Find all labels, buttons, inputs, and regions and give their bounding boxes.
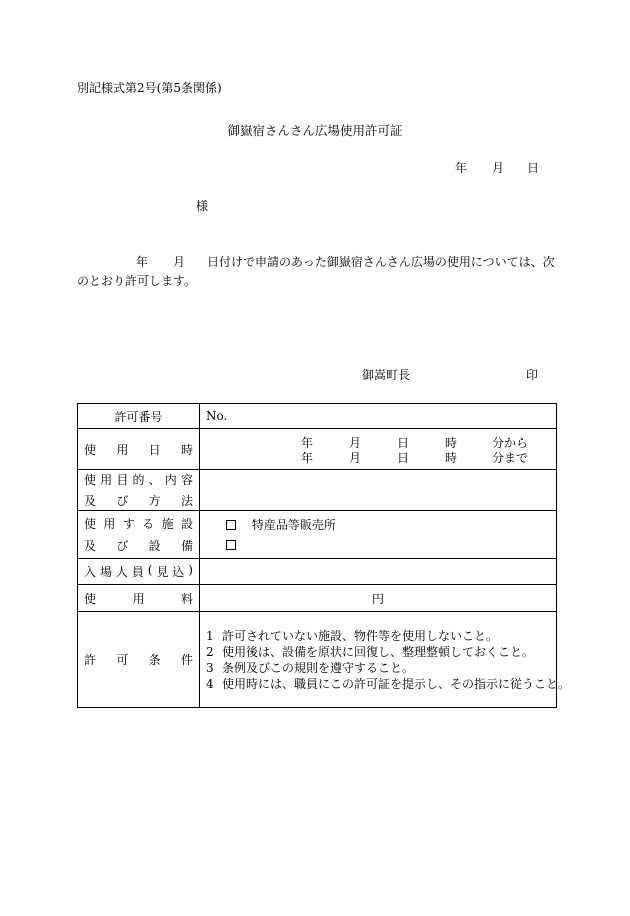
conditions-label: 許 可 条 件 [84,653,193,667]
issue-date-month: 月 [492,161,505,175]
attendance-value [200,559,557,585]
issue-date-year: 年 [455,161,468,175]
seal-mark: 印 [526,368,539,382]
condition-item: 1 許可されていない施設、物件等を使用しないこと。 [206,628,499,643]
row-fee [78,585,557,612]
body-line-2: のとおり許可します。 [77,274,197,288]
condition-item: 4 使用時には、職員にこの許可証を提示し、その指示に従うこと。 [206,676,571,691]
condition-item: 3 条例及びこの規則を遵守すること。 [206,660,415,675]
row-permit-number [78,404,557,429]
usage-datetime-label: 使 用 日 時 [84,442,193,457]
condition-item: 2 使用後は、設備を原状に回復し、整理整頓しておくこと。 [206,644,535,659]
form-number-label: 別記様式第2号(第5条関係) [77,81,222,95]
fee-unit: 円 [371,591,384,606]
purpose-label: 使 用 目 的 、 内 容 及 び 方 法 [84,473,193,508]
permit-number-value: No. [206,409,228,423]
permit-number-label: 許可番号 [114,409,163,424]
facilities-label: 使 用 す る 施 設 及 び 設 備 [84,517,193,553]
row-facilities [78,511,557,559]
document-title: 御嶽宿さんさん広場使用許可証 [227,123,403,138]
usage-datetime-to: 年 月 日 時 分まで [301,451,529,465]
body-line-1: 日付けで申請のあった御嶽宿さんさん広場の使用については、次 [207,255,555,269]
attendance-label: 入 場 人 員 ( 見 込 ) [84,563,193,579]
facility-option-2 [200,535,556,555]
body-month: 月 [173,255,186,269]
issuer-name: 御嵩町長 [362,368,411,382]
row-conditions [78,612,557,708]
body-year: 年 [136,255,149,269]
addressee-suffix: 様 [196,199,209,213]
checkbox-icon[interactable] [226,520,236,530]
row-purpose [78,470,557,511]
checkbox-icon[interactable] [226,540,236,550]
purpose-value [200,470,557,511]
conditions-list [200,612,571,708]
permit-details-table [77,403,571,708]
fee-label: 使 用 料 [84,591,193,606]
row-attendance [78,559,557,585]
row-usage-datetime [78,429,557,470]
facility-option-1: 特産品等販売所 [200,515,556,535]
issue-date-day: 日 [527,161,540,175]
usage-datetime-from: 年 月 日 時 分から [301,436,529,450]
